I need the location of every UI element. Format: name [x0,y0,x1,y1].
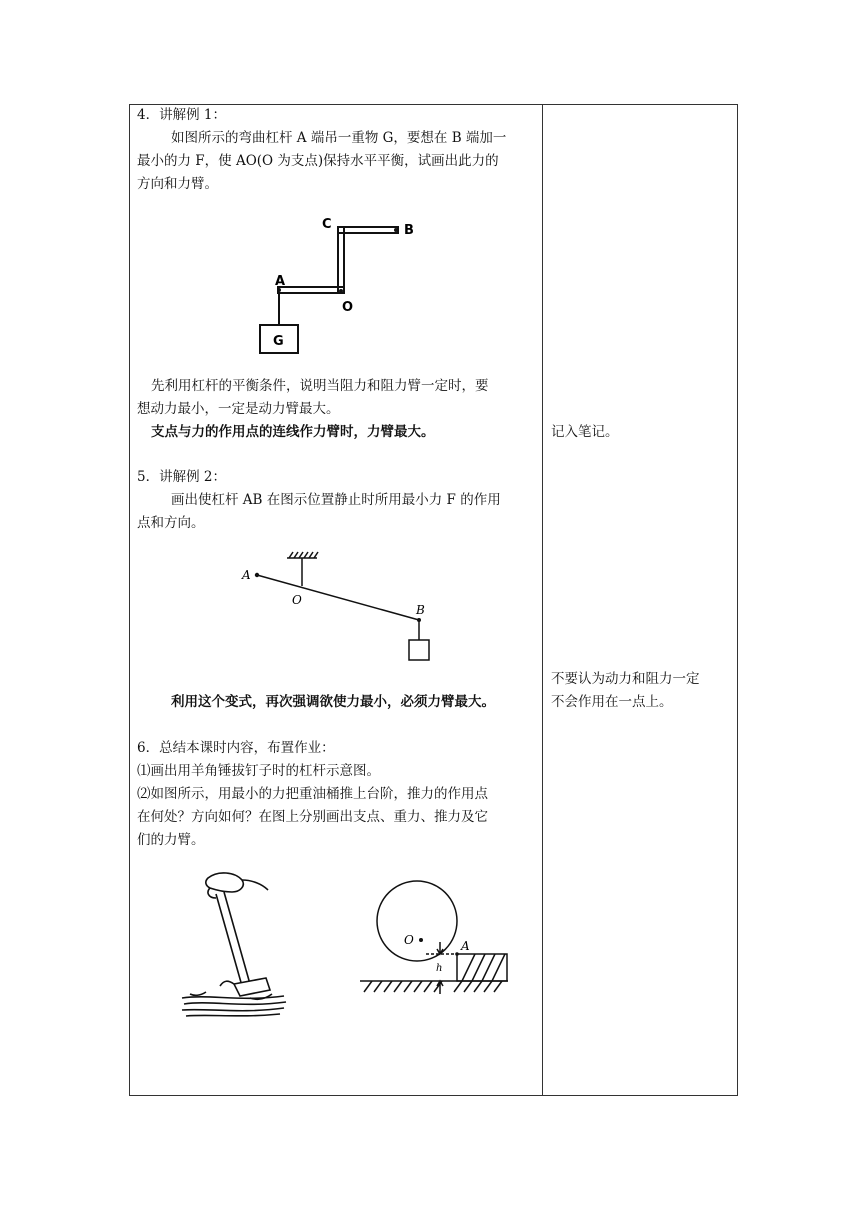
homework-item-1: ⑴画出用羊角锤拔钉子时的杠杆示意图。 [137,763,380,779]
column-divider [542,104,543,1096]
homework-item-2-line-3: 们的力臂。 [137,832,205,848]
straight-lever-figure [240,548,440,673]
example-2-problem-line-2: 点和方向。 [137,515,205,531]
barrel-step-figure [358,870,518,1000]
homework-item-2-line-2: 在何处？方向如何？在图上分别画出支点、重力、推力及它 [137,809,488,825]
bent-lever-figure [250,215,430,360]
example-2-emphasis: 利用这个变式，再次强调欲使力最小，必须力臂最大。 [171,694,495,710]
example-2-problem-line-1: 画出使杠杆 AB 在图示位置静止时所用最小力 F 的作用 [171,492,501,508]
label-c: C [322,217,332,232]
label-a: A [461,939,470,953]
example-1-explanation-line-1: 先利用杠杆的平衡条件，说明当阻力和阻力臂一定时，要 [151,378,489,394]
note-caution-line-1: 不要认为动力和阻力一定 [551,671,700,687]
label-b: B [416,603,425,617]
label-o: O [292,593,302,607]
label-g: G [273,334,284,349]
homework-item-2-line-1: ⑵如图所示，用最小的力把重油桶推上台阶，推力的作用点 [137,786,488,802]
example-1-explanation-line-2: 想动力最小，一定是动力臂最大。 [137,401,340,417]
example-1-problem-line-2: 最小的力 F，使 AO(O 为支点)保持水平平衡，试画出此力的 [137,153,499,169]
label-h: h [436,963,443,974]
example-1-problem-line-1: 如图所示的弯曲杠杆 A 端吊一重物 G，要想在 B 端加一 [171,130,507,146]
example-2-heading: 5．讲解例 2： [137,469,226,485]
claw-hammer-figure [180,868,290,1018]
example-1-heading: 4．讲解例 1： [137,107,226,123]
example-1-problem-line-3: 方向和力臂。 [137,176,218,192]
label-o: O [404,933,414,947]
summary-heading: 6．总结本课时内容，布置作业： [137,740,335,756]
label-b: B [404,223,414,238]
example-1-conclusion: 支点与力的作用点的连线作力臂时，力臂最大。 [151,424,435,440]
label-a: A [242,568,251,582]
label-a: A [275,274,286,289]
label-o: O [342,300,354,315]
note-caution-line-2: 不会作用在一点上。 [551,694,673,710]
note-record: 记入笔记。 [551,424,619,440]
